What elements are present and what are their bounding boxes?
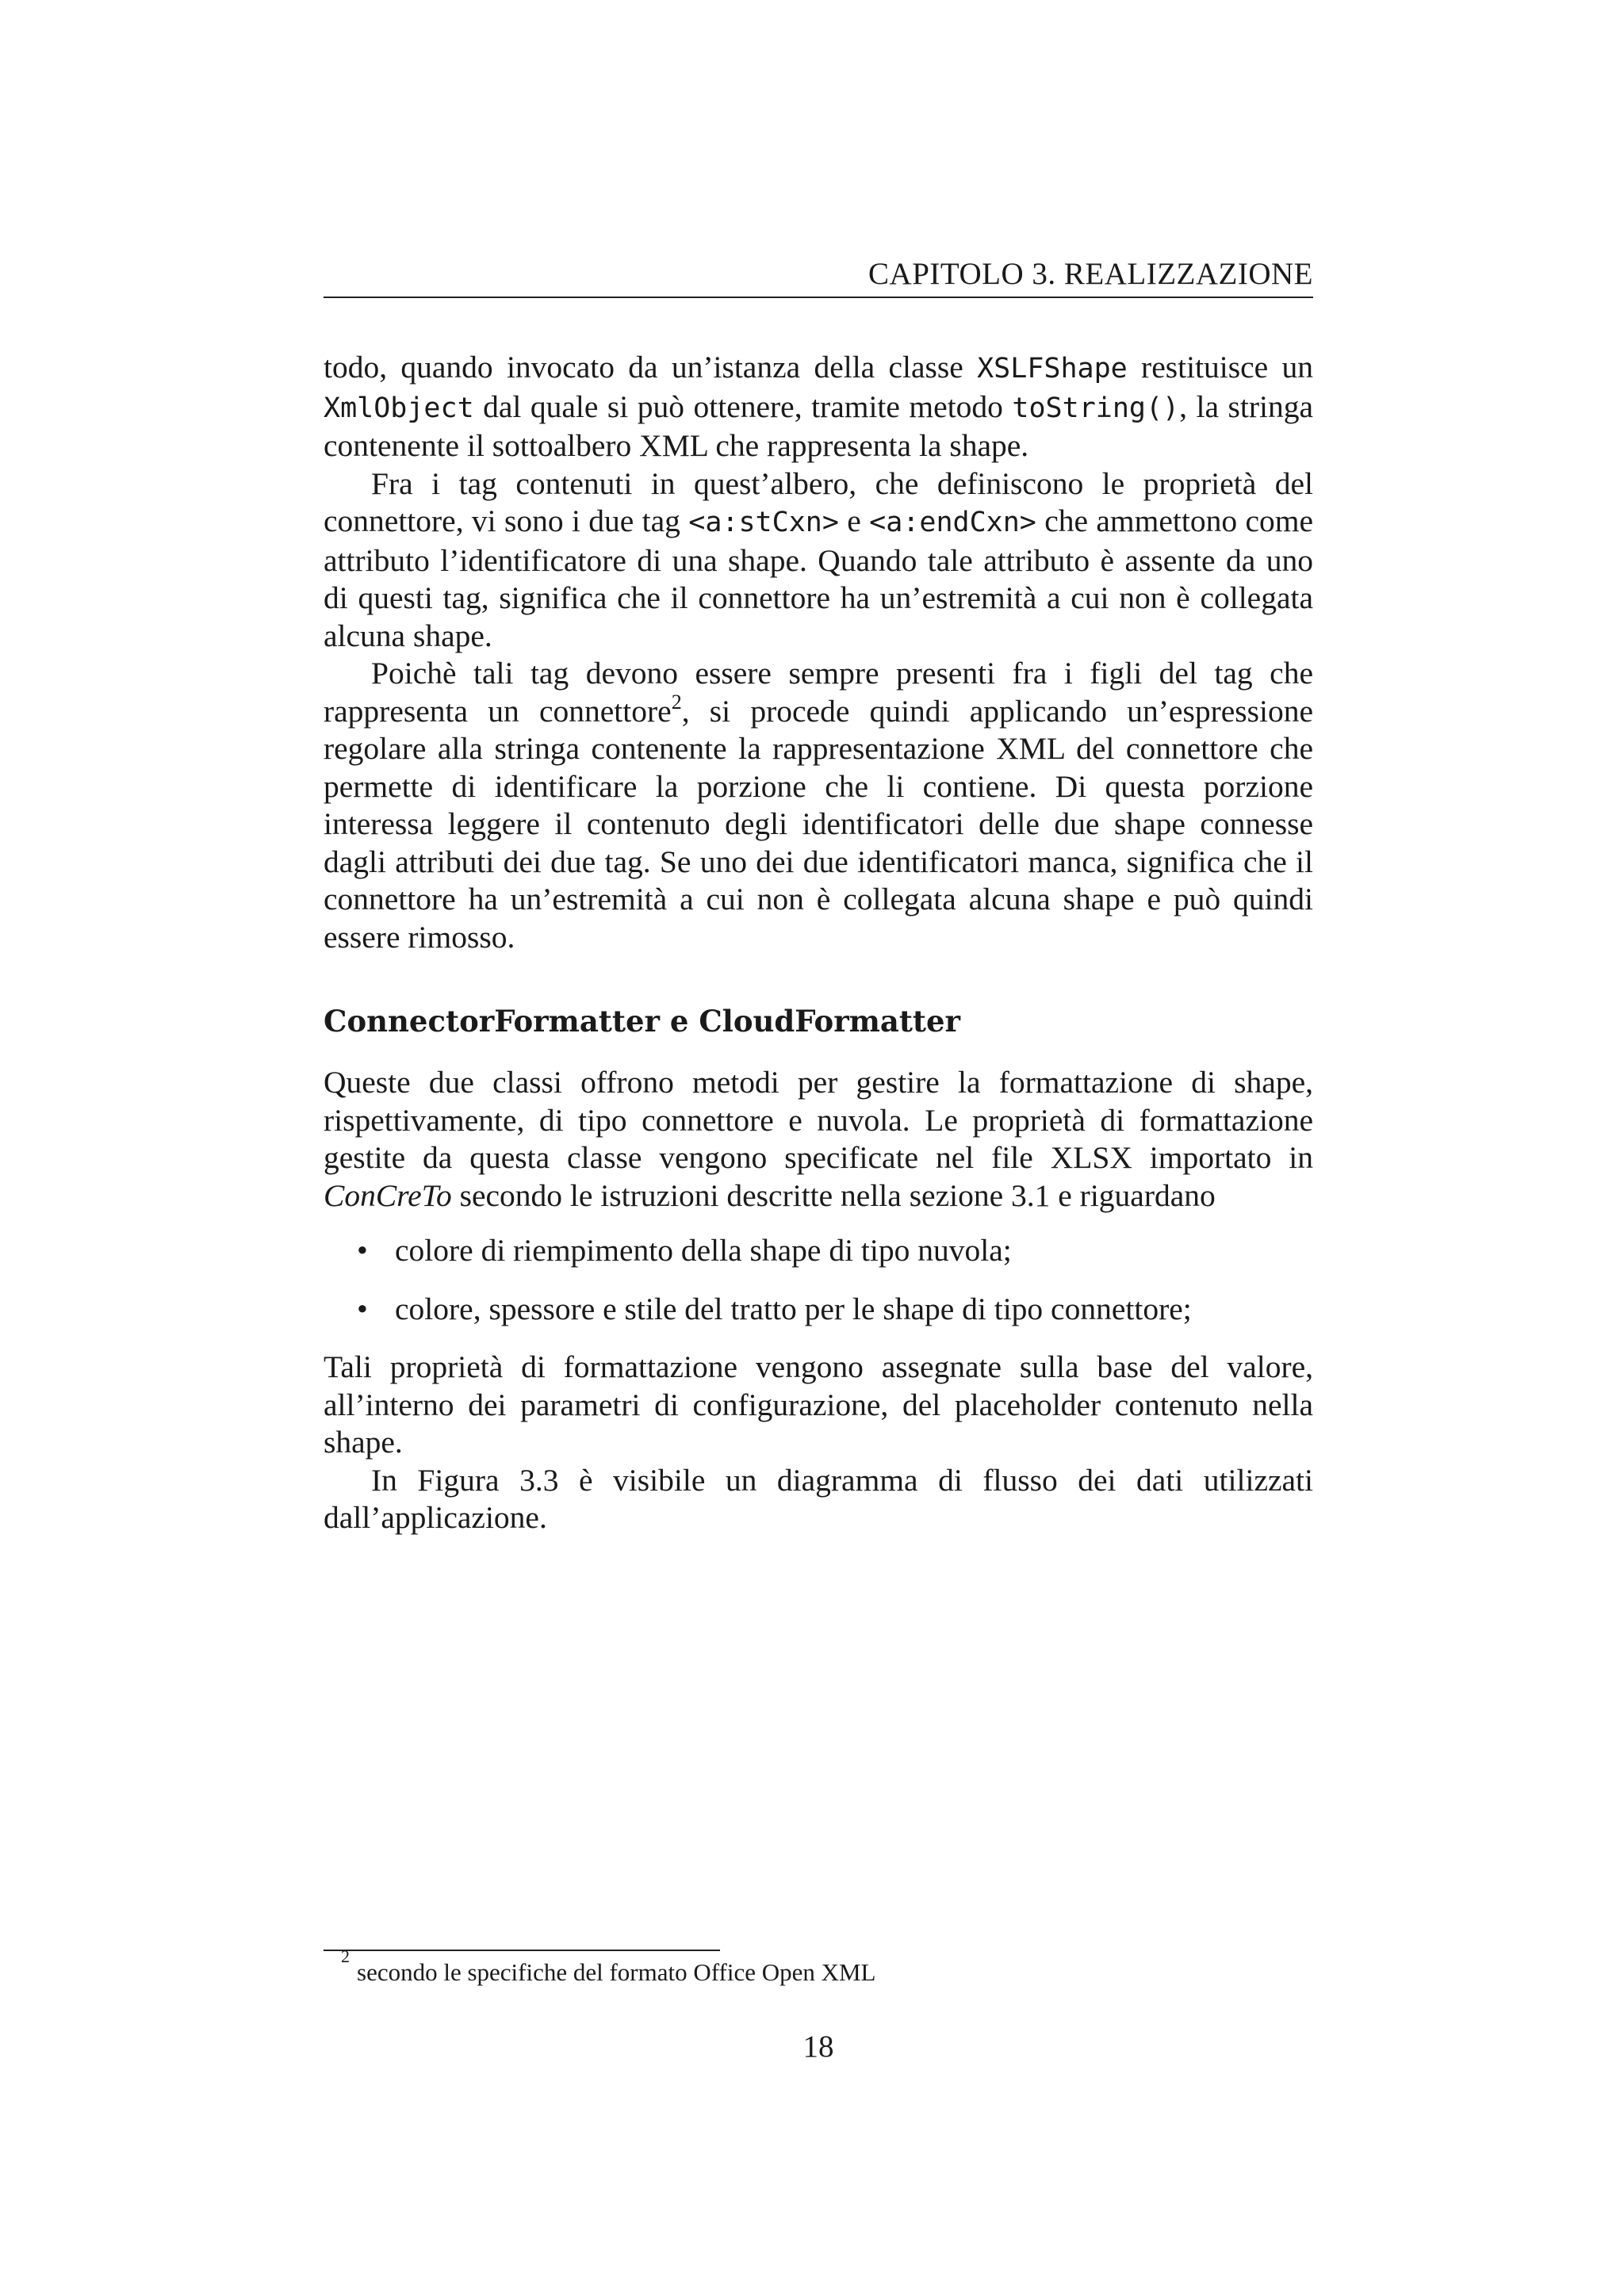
text-run: restituisce un — [1127, 350, 1313, 385]
page-number: 18 — [802, 2030, 834, 2064]
bullet-icon: • — [357, 1233, 368, 1268]
text-run: , si procede quindi applicando un’espressione regolare alla stringa contenente la rappresentazione XML del connettore che permette di identificare la porzione che li contiene. Di questa porzione interessa leggere il contenuto degli identificatori delle due shape connesse dagli attributi dei due tag. Se uno dei due identificatori manca, significa che il connettore ha un’estremità a cui non è collegata alcuna shape e può quindi essere rimosso. — [324, 693, 1314, 955]
text-run: e — [838, 503, 870, 538]
paragraph-figure-ref: In Figura 3.3 è visibile un diagramma di flusso dei dati utilizzati dall’applicazione. — [324, 1462, 1313, 1535]
bullet-icon: • — [357, 1291, 368, 1326]
list-item — [357, 1232, 1313, 1270]
paragraph-after-list: Tali proprietà di formattazione vengono assegnate sulla base del valore, all’interno dei parametri di configurazione, del placeholder contenuto nella shape. — [324, 1349, 1313, 1460]
footnote-ref[interactable]: 2 — [671, 690, 682, 714]
paragraph-3 — [324, 655, 1313, 956]
paragraph-1 — [324, 349, 1313, 465]
app-name: ConCreTo — [324, 1177, 452, 1213]
footnote-rule — [324, 1950, 720, 1951]
paper-page — [324, 0, 1313, 2296]
text-run: secondo le istruzioni descritte nella sezione 3.1 e riguardano — [451, 1177, 1216, 1213]
footnote: 2 secondo le specifiche del formato Office Open XML — [341, 1946, 876, 1986]
text-run: , la stringa contenente il sottoalbero XML che rappresenta la shape. — [324, 388, 1313, 463]
code-xslfshape: XSLFShape — [977, 353, 1128, 385]
code-stcxn: <a:stCxn> — [688, 507, 839, 538]
list-item-text: colore di riempimento della shape di tipo nuvola; — [395, 1233, 1012, 1268]
paragraph-2 — [324, 465, 1313, 656]
list-item — [357, 1291, 1313, 1329]
code-tostring: toString() — [1012, 392, 1180, 424]
section-intro — [324, 1064, 1313, 1215]
code-endcxn: <a:endCxn> — [869, 507, 1036, 538]
footnote-text: secondo le specifiche del formato Office Open XML — [357, 1958, 876, 1986]
text-run: che ammettono come attributo l’identificatore di una shape. Quando tale attributo è assente da uno di questi tag, significa che il connettore ha un’estremità a cui non è collegata alcuna shape. — [324, 503, 1313, 653]
code-xmlobject: XmlObject — [324, 392, 474, 424]
text-run: Queste due classi offrono metodi per gestire la formattazione di shape, rispettivamente, di tipo connettore e nuvola. Le proprietà di formattazione gestite da questa classe vengono specificate nel file XLSX importato in — [324, 1065, 1313, 1175]
text-run: todo, quando invocato da un’istanza della classe — [324, 350, 978, 385]
bullet-list — [324, 1232, 1313, 1328]
running-head: CAPITOLO 3. REALIZZAZIONE — [868, 257, 1313, 291]
text-run: Fra i tag contenuti in quest’albero, che definiscono le proprietà del connettore, vi sono i due tag — [324, 465, 1313, 538]
text-run: Poichè tali tag devono essere sempre presenti fra i figli del tag che rappresenta un connettore — [324, 656, 1313, 729]
body-text — [324, 349, 1313, 1537]
text-run: dal quale si può ottenere, tramite metodo — [473, 388, 1013, 424]
header-rule — [324, 297, 1313, 298]
section-heading: ConnectorFormatter e CloudFormatter — [324, 1004, 961, 1039]
list-item-text: colore, spessore e stile del tratto per le shape di tipo connettore; — [395, 1291, 1192, 1326]
